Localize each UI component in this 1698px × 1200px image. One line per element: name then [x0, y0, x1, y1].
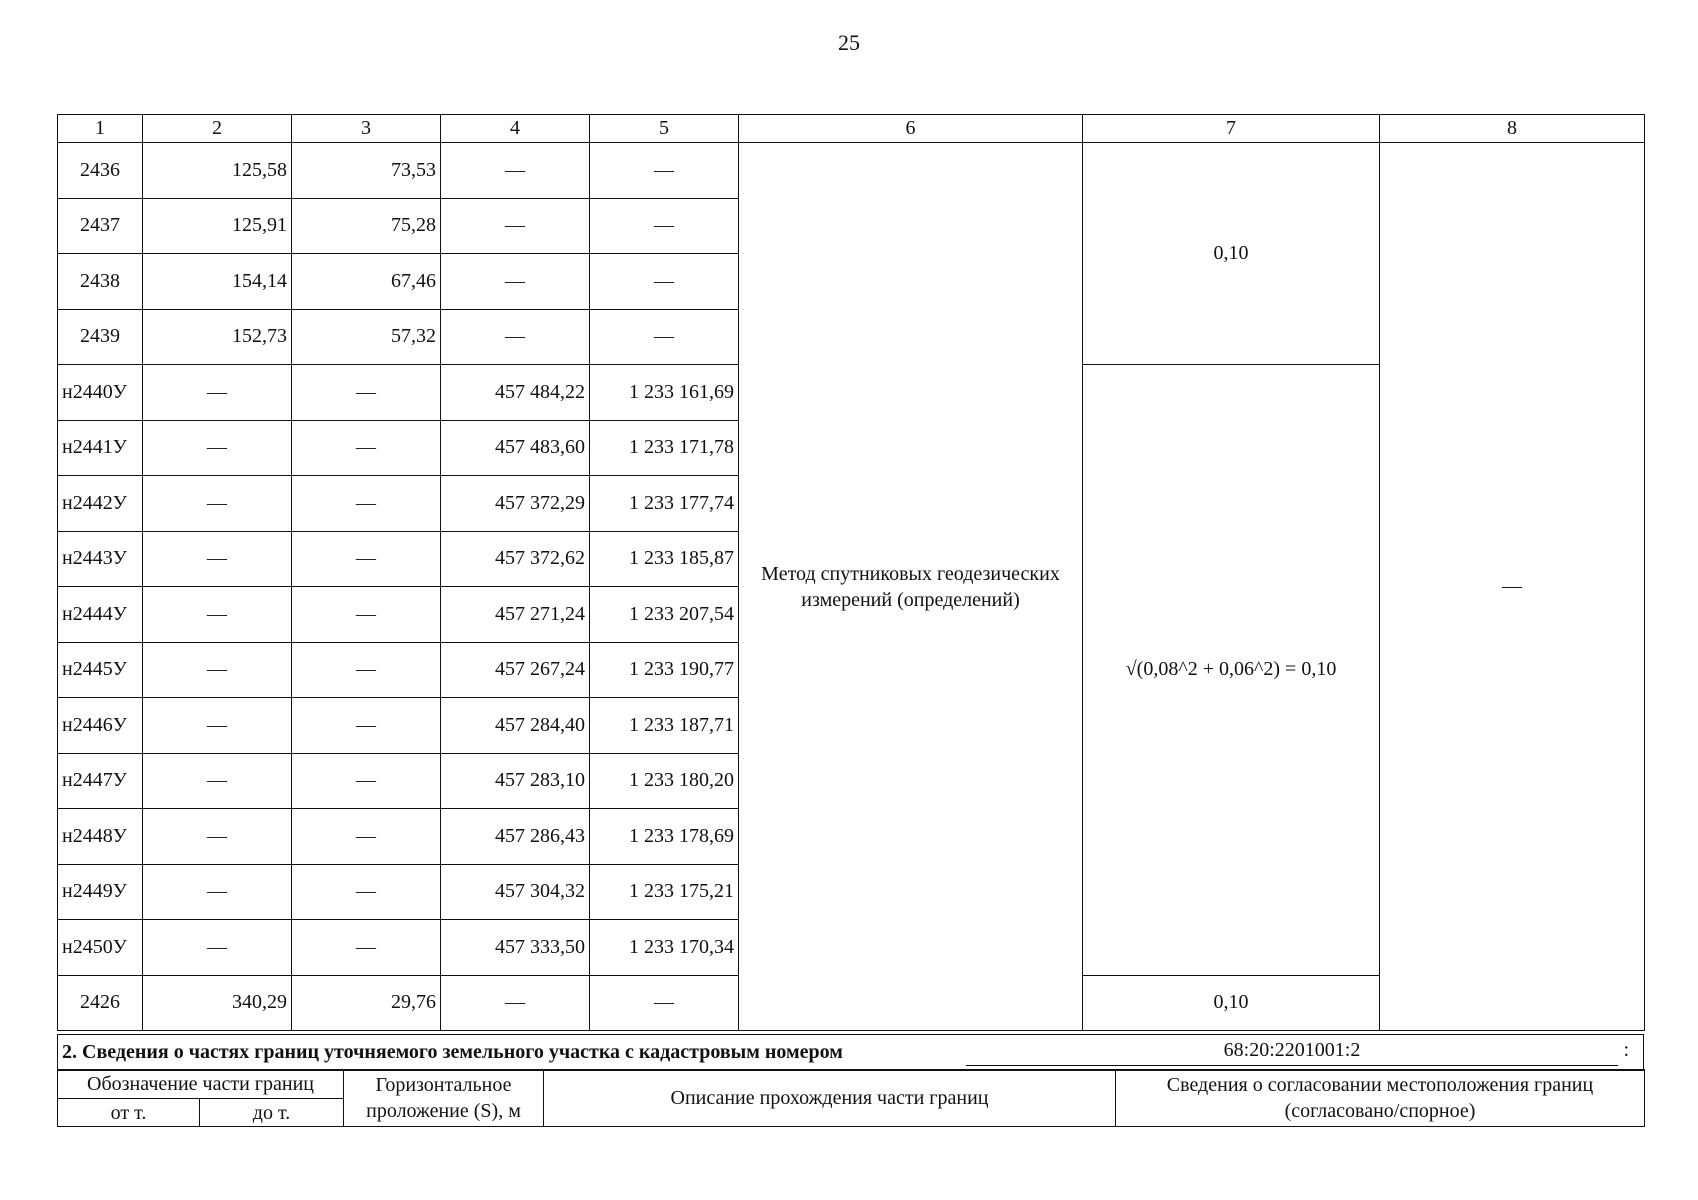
- cell-col3: 57,32: [292, 309, 441, 365]
- point-id: н2448У: [58, 809, 143, 865]
- cell-col3: —: [292, 753, 441, 809]
- column-header-8: 8: [1380, 115, 1645, 143]
- horizontal-header: Горизонтальное проложение (S), м: [344, 1070, 544, 1127]
- section-2-title-cell: [58, 1035, 1644, 1071]
- boundary-parts-table: [57, 1069, 1645, 1127]
- point-id: 2438: [58, 254, 143, 310]
- cell-col5: 1 233 178,69: [590, 809, 739, 865]
- cell-col5: 1 233 177,74: [590, 476, 739, 532]
- cell-col3: —: [292, 420, 441, 476]
- column-header-5: 5: [590, 115, 739, 143]
- cell-col5: 1 233 171,78: [590, 420, 739, 476]
- cell-col3: —: [292, 531, 441, 587]
- cell-col5: 1 233 161,69: [590, 365, 739, 421]
- cell-col4: 457 271,24: [441, 587, 590, 643]
- cell-col5: —: [590, 254, 739, 310]
- point-id: н2442У: [58, 476, 143, 532]
- cell-col4: 457 284,40: [441, 698, 590, 754]
- cell-col3: —: [292, 698, 441, 754]
- page-number: 25: [838, 30, 860, 55]
- point-id: н2447У: [58, 753, 143, 809]
- cell-col4: —: [441, 975, 590, 1031]
- cell-col5: 1 233 187,71: [590, 698, 739, 754]
- point-id: н2444У: [58, 587, 143, 643]
- cell-col5: 1 233 185,87: [590, 531, 739, 587]
- cell-col2: —: [143, 809, 292, 865]
- method-cell: Метод спутниковых геодезических измерений (определений): [739, 143, 1083, 1031]
- cell-col5: 1 233 190,77: [590, 642, 739, 698]
- cell-col2: 152,73: [143, 309, 292, 365]
- cadastral-number: 68:20:2201001:2: [966, 1039, 1618, 1066]
- point-id: н2446У: [58, 698, 143, 754]
- point-id: н2441У: [58, 420, 143, 476]
- agreement-header: Сведения о согласовании местоположения границ (согласовано/спорное): [1116, 1070, 1645, 1127]
- to-point-header: до т.: [200, 1099, 344, 1127]
- point-id: 2437: [58, 198, 143, 254]
- description-header: Описание прохождения части границ: [544, 1070, 1116, 1127]
- cell-col2: 154,14: [143, 254, 292, 310]
- cell-col2: —: [143, 587, 292, 643]
- column-header-3: 3: [292, 115, 441, 143]
- cell-col5: —: [590, 309, 739, 365]
- cell-col4: 457 283,10: [441, 753, 590, 809]
- point-id: 2436: [58, 143, 143, 199]
- cell-col2: —: [143, 920, 292, 976]
- accuracy-top-cell: 0,10: [1083, 143, 1380, 365]
- cell-col2: —: [143, 476, 292, 532]
- cell-col3: 75,28: [292, 198, 441, 254]
- cell-col2: —: [143, 698, 292, 754]
- accuracy-formula-cell: √(0,08^2 + 0,06^2) = 0,10: [1083, 365, 1380, 976]
- cell-col5: —: [590, 198, 739, 254]
- point-id: н2445У: [58, 642, 143, 698]
- coordinates-table: [57, 114, 1645, 1031]
- cell-col3: —: [292, 809, 441, 865]
- cell-col3: —: [292, 476, 441, 532]
- table-row: [58, 143, 1645, 199]
- designation-header: Обозначение части границ: [58, 1070, 344, 1099]
- cell-col4: 457 304,32: [441, 864, 590, 920]
- cell-col5: 1 233 170,34: [590, 920, 739, 976]
- cell-col4: 457 484,22: [441, 365, 590, 421]
- from-point-header: от т.: [58, 1099, 200, 1127]
- cell-col2: —: [143, 365, 292, 421]
- cell-col4: 457 333,50: [441, 920, 590, 976]
- cell-col3: —: [292, 920, 441, 976]
- point-id: 2439: [58, 309, 143, 365]
- cell-col4: 457 286,43: [441, 809, 590, 865]
- cell-col4: —: [441, 198, 590, 254]
- cell-col2: 340,29: [143, 975, 292, 1031]
- section-2-header: [57, 1034, 1644, 1071]
- cell-col4: 457 483,60: [441, 420, 590, 476]
- point-id: н2440У: [58, 365, 143, 421]
- cell-col2: —: [143, 864, 292, 920]
- column-8-cell: —: [1380, 143, 1645, 1031]
- cell-col3: 73,53: [292, 143, 441, 199]
- cell-col5: —: [590, 143, 739, 199]
- cell-col2: —: [143, 642, 292, 698]
- title-colon: :: [1623, 1039, 1629, 1061]
- cell-col2: 125,91: [143, 198, 292, 254]
- cell-col5: —: [590, 975, 739, 1031]
- point-id: 2426: [58, 975, 143, 1031]
- cell-col4: 457 372,29: [441, 476, 590, 532]
- cell-col4: —: [441, 143, 590, 199]
- cell-col3: —: [292, 587, 441, 643]
- cell-col5: 1 233 175,21: [590, 864, 739, 920]
- cell-col5: 1 233 180,20: [590, 753, 739, 809]
- section-2-title: 2. Сведения о частях границ уточняемого земельного участка с кадастровым номером: [62, 1041, 843, 1063]
- cell-col2: —: [143, 531, 292, 587]
- column-header-6: 6: [739, 115, 1083, 143]
- accuracy-bottom-cell: 0,10: [1083, 975, 1380, 1031]
- cell-col3: —: [292, 864, 441, 920]
- column-header-4: 4: [441, 115, 590, 143]
- cell-col2: —: [143, 753, 292, 809]
- column-header-2: 2: [143, 115, 292, 143]
- cell-col4: —: [441, 309, 590, 365]
- cell-col2: —: [143, 420, 292, 476]
- point-id: н2449У: [58, 864, 143, 920]
- cell-col3: 29,76: [292, 975, 441, 1031]
- cell-col3: —: [292, 642, 441, 698]
- cell-col3: 67,46: [292, 254, 441, 310]
- point-id: н2443У: [58, 531, 143, 587]
- cell-col3: —: [292, 365, 441, 421]
- cell-col5: 1 233 207,54: [590, 587, 739, 643]
- cell-col4: —: [441, 254, 590, 310]
- cell-col4: 457 267,24: [441, 642, 590, 698]
- cell-col4: 457 372,62: [441, 531, 590, 587]
- column-header-7: 7: [1083, 115, 1380, 143]
- cell-col2: 125,58: [143, 143, 292, 199]
- column-header-1: 1: [58, 115, 143, 143]
- point-id: н2450У: [58, 920, 143, 976]
